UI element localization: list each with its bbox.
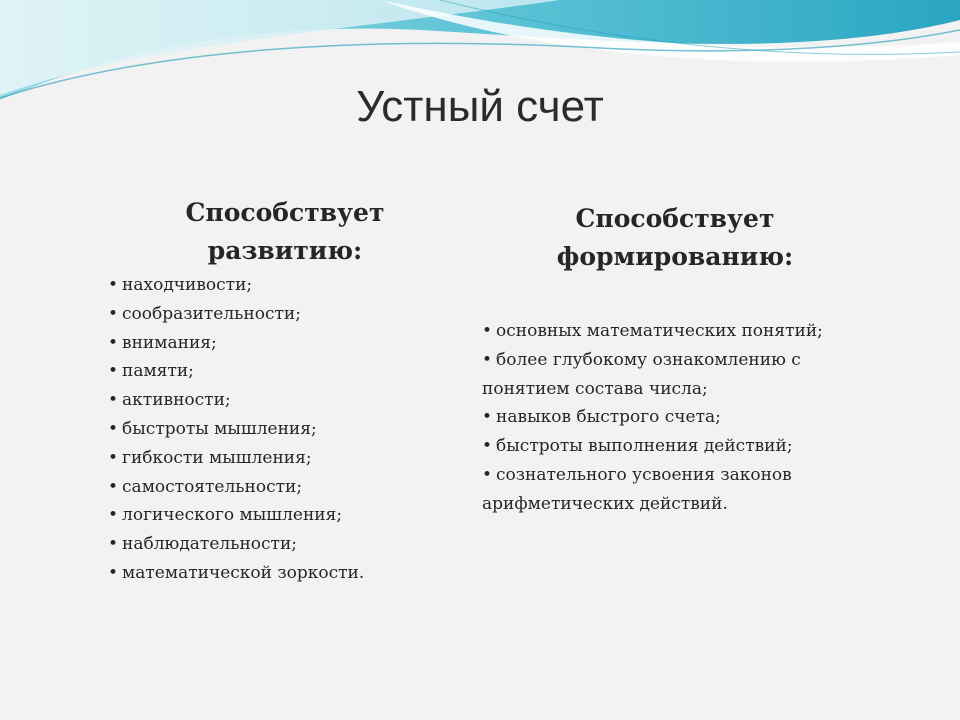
list-item: • быстроты выполнения действий; xyxy=(482,436,793,457)
list-item: • сообразительности; xyxy=(108,303,301,324)
left-column-heading: Способствует развитию: xyxy=(185,198,385,265)
formation-list xyxy=(482,317,882,519)
list-item: • сознательного усвоения законов арифметических действий. xyxy=(482,464,792,514)
list-item: • внимания; xyxy=(108,332,217,353)
bullet-icon: • xyxy=(108,361,119,382)
list-item: • самостоятельности; xyxy=(108,476,303,497)
bullet-icon: • xyxy=(108,447,119,468)
bullet-icon: • xyxy=(108,390,119,411)
list-item: • более глубокому ознакомлению с понятием состава числа; xyxy=(482,349,801,399)
bullet-icon: • xyxy=(108,275,119,295)
bullet-icon: • xyxy=(482,464,493,485)
list-item: • основных математических понятий; xyxy=(482,321,823,341)
bullet-icon: • xyxy=(482,349,493,370)
list-item: • памяти; xyxy=(108,361,194,382)
right-column-heading: Способствует формированию: xyxy=(556,204,794,271)
bullet-icon: • xyxy=(482,407,493,428)
list-item: • наблюдательности; xyxy=(108,534,298,555)
list-item: • логического мышления; xyxy=(108,505,343,526)
bullet-icon: • xyxy=(108,562,119,583)
slide-title: Устный счет xyxy=(356,82,604,131)
list-item: • находчивости; xyxy=(108,275,253,295)
bullet-icon: • xyxy=(108,476,119,497)
list-item: • навыков быстрого счета; xyxy=(482,407,721,428)
list-item: • гибкости мышления; xyxy=(108,447,312,468)
bullet-icon: • xyxy=(108,303,119,324)
bullet-icon: • xyxy=(108,332,119,353)
list-item: • математической зоркости. xyxy=(108,562,365,583)
development-list xyxy=(108,271,468,588)
list-item: • активности; xyxy=(108,390,231,411)
bullet-icon: • xyxy=(482,321,493,341)
bullet-icon: • xyxy=(108,534,119,555)
bullet-icon: • xyxy=(108,418,119,439)
bullet-icon: • xyxy=(108,505,119,526)
list-item: • быстроты мышления; xyxy=(108,418,317,439)
bullet-icon: • xyxy=(482,436,493,457)
